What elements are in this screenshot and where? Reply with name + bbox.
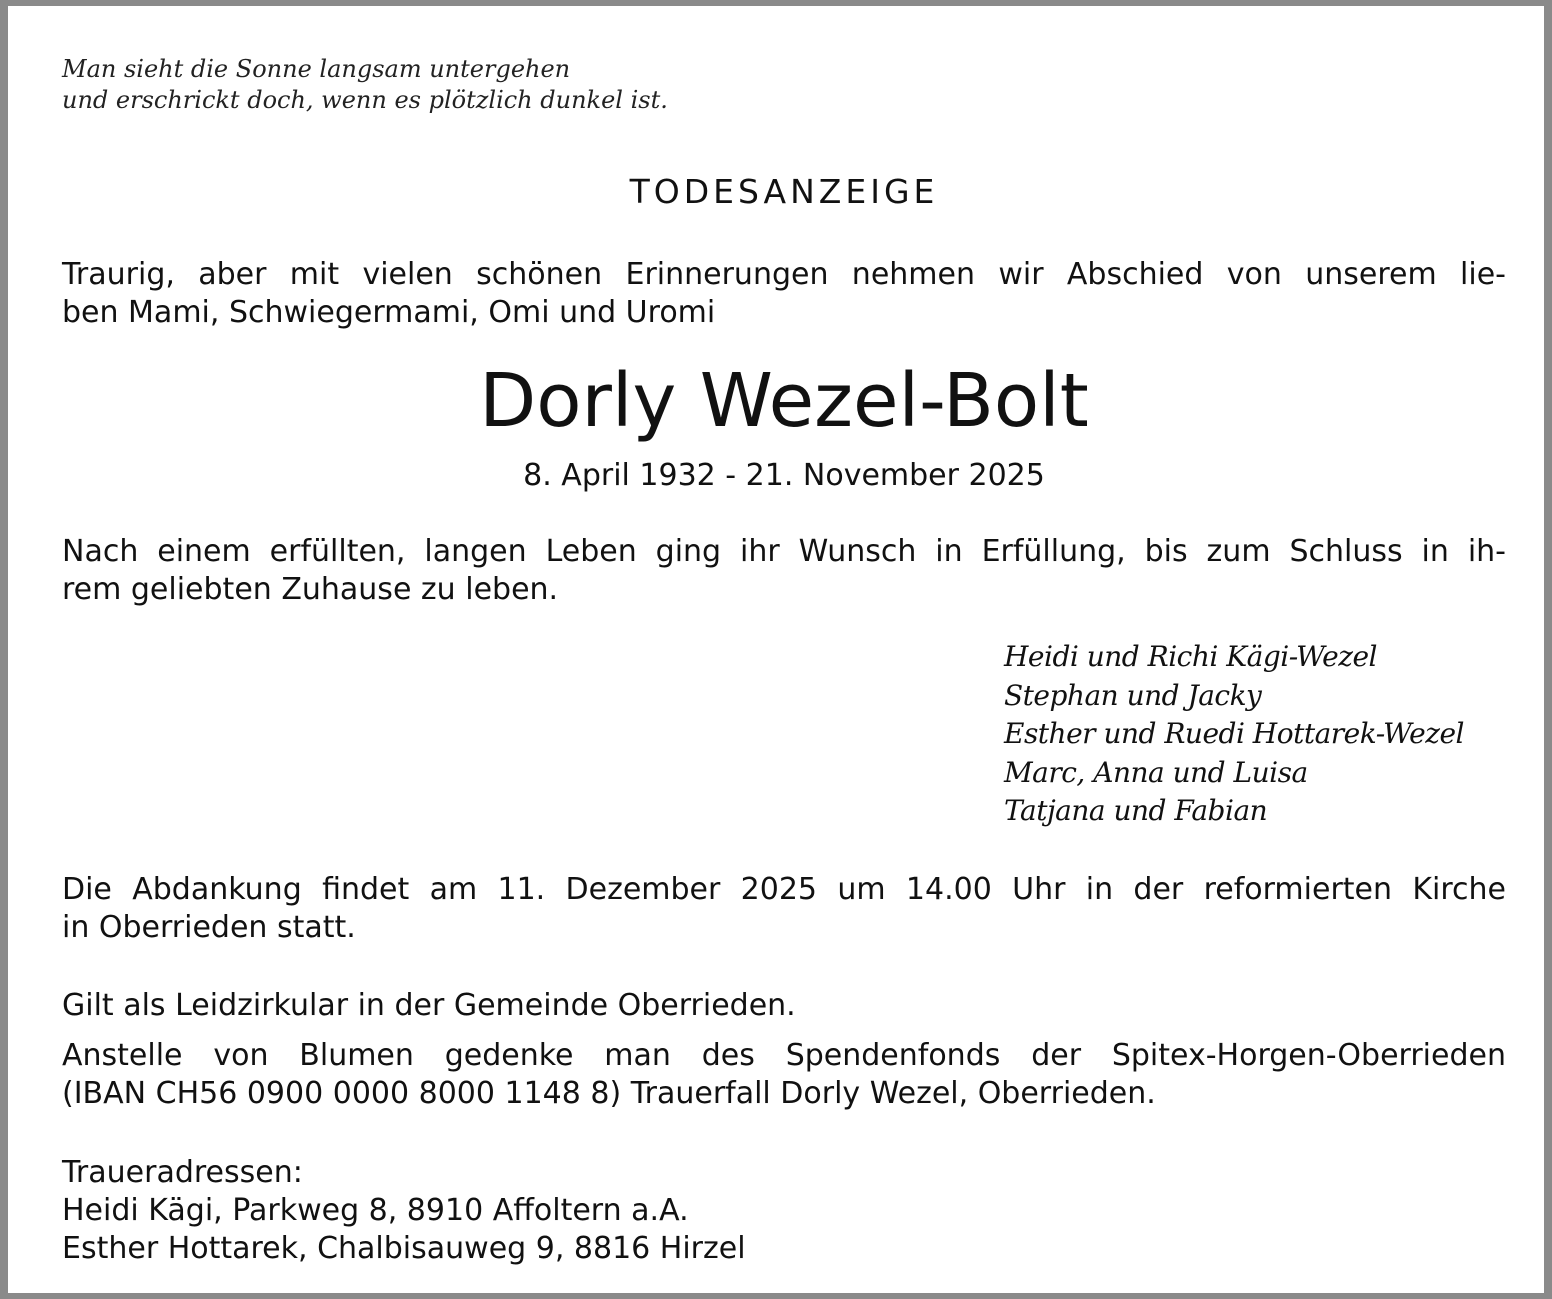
motto-line: Man sieht die Sonne langsam untergehen bbox=[62, 55, 571, 83]
intro-line: ben Mami, Schwiegermami, Omi und Uromi bbox=[62, 295, 716, 330]
deceased-name: Dorly Wezel-Bolt bbox=[479, 358, 1089, 444]
family-member: Marc, Anna und Luisa bbox=[1004, 755, 1308, 789]
motto-line: und erschrickt doch, wenn es plötzlich dunkel ist. bbox=[62, 86, 668, 114]
tribute-line: Nach einem erfüllten, langen Leben ging ihr Wunsch in Erfüllung, bis zum Schluss in ih- bbox=[62, 534, 1506, 569]
intro-line: Traurig, aber mit vielen schönen Erinnerungen nehmen wir Abschied von unserem lie- bbox=[62, 257, 1506, 292]
donation-line: Anstelle von Blumen gedenke man des Spendenfonds der Spitex-Horgen-Oberrieden bbox=[62, 1038, 1506, 1073]
tribute-line: rem geliebten Zuhause zu leben. bbox=[62, 572, 559, 607]
address-line: Esther Hottarek, Chalbisauweg 9, 8816 Hirzel bbox=[62, 1231, 746, 1266]
service-line: Die Abdankung findet am 11. Dezember 2025 um 14.00 Uhr in der reformierten Kirche bbox=[62, 872, 1506, 907]
mourning-addresses bbox=[62, 1154, 1506, 1268]
tribute-paragraph bbox=[62, 533, 1506, 609]
service-line: in Oberrieden statt. bbox=[62, 910, 356, 945]
motto-quote bbox=[62, 54, 668, 116]
address-line: Heidi Kägi, Parkweg 8, 8910 Affoltern a.A. bbox=[62, 1193, 689, 1228]
notice-heading: TODESANZEIGE bbox=[629, 172, 939, 211]
family-member: Tatjana und Fabian bbox=[1004, 794, 1268, 827]
family-member: Stephan und Jacky bbox=[1004, 678, 1262, 712]
life-dates: 8. April 1932 - 21. November 2025 bbox=[523, 458, 1045, 493]
circular-note: Gilt als Leidzirkular in der Gemeinde Oberrieden. bbox=[62, 988, 796, 1023]
family-member: Heidi und Richi Kägi-Wezel bbox=[1004, 640, 1377, 673]
donation-paragraph bbox=[62, 1037, 1506, 1113]
family-member: Esther und Ruedi Hottarek-Wezel bbox=[1004, 717, 1464, 750]
intro-paragraph bbox=[62, 256, 1506, 332]
addresses-label: Traueradressen: bbox=[62, 1155, 303, 1190]
service-paragraph bbox=[62, 871, 1506, 947]
donation-line: (IBAN CH56 0900 0000 8000 1148 8) Trauerfall Dorly Wezel, Oberrieden. bbox=[62, 1076, 1156, 1111]
family-list bbox=[1004, 638, 1464, 831]
